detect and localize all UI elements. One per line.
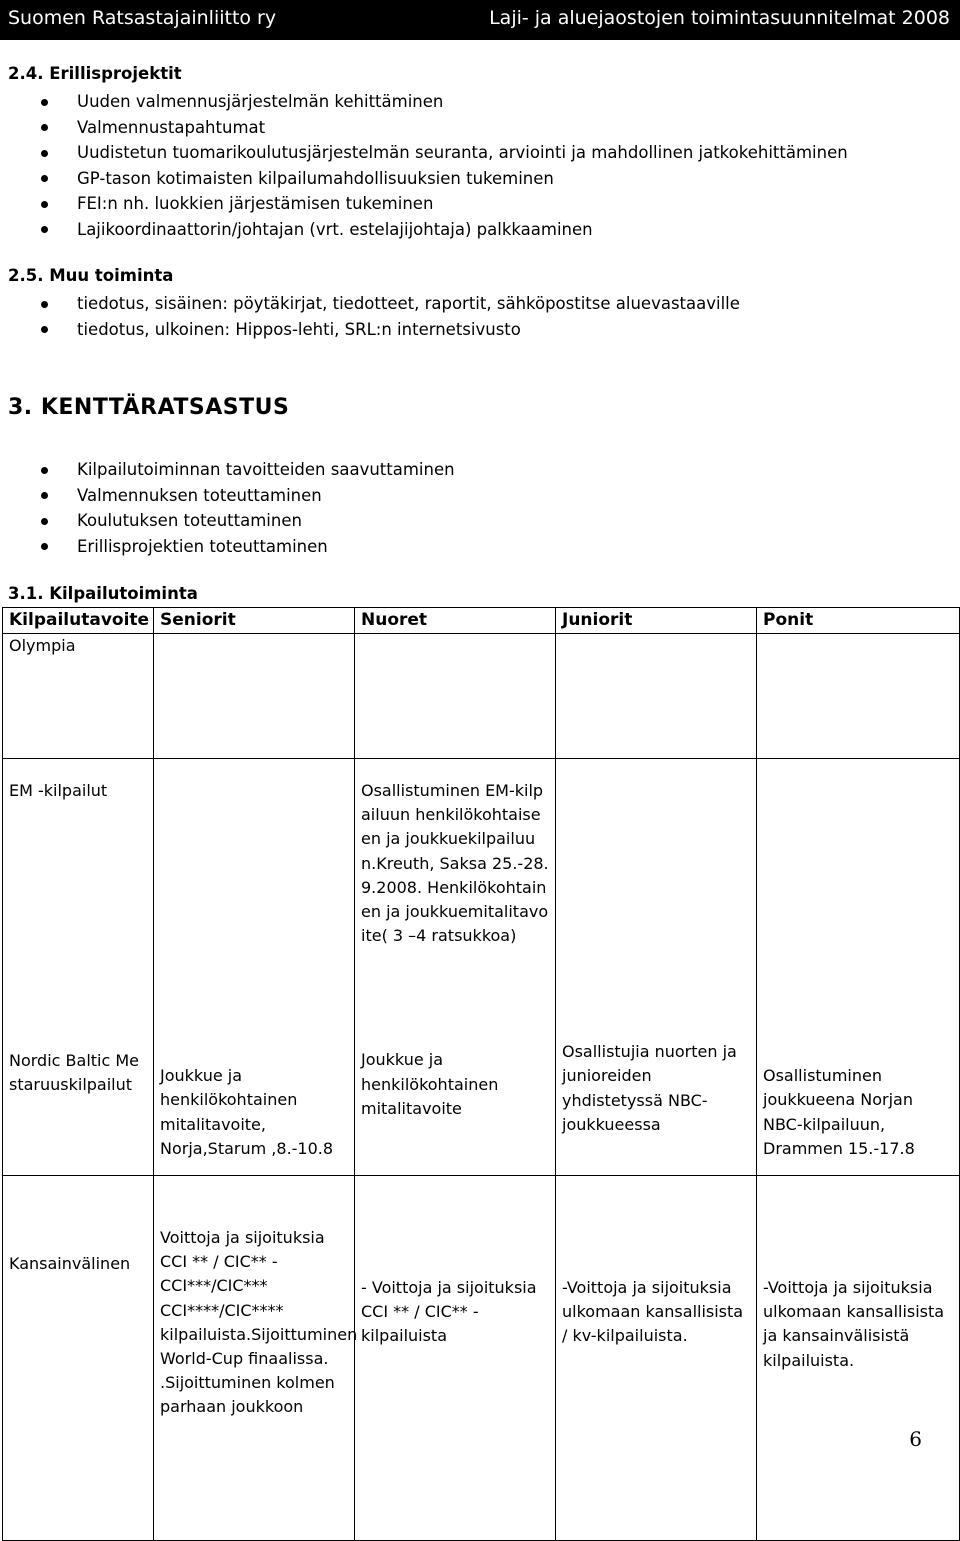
page-number: 6 [909, 1427, 922, 1451]
bullet-icon [41, 175, 48, 182]
bullet-icon [41, 226, 48, 233]
bullet-icon [41, 301, 48, 308]
table-cell [154, 634, 355, 759]
table-cell [757, 634, 960, 759]
header-doc-title: Laji- ja aluejaostojen toimintasuunnitelmat 2008 [489, 7, 950, 29]
bullet-icon [41, 518, 48, 525]
table-cell: Olympia [3, 634, 154, 759]
page-header [0, 0, 960, 40]
table-cell: Osallistujia nuorten ja junioreiden yhdistetyssä NBC-joukkueessa [556, 759, 757, 1176]
column-header: Ponit [757, 608, 960, 634]
column-header: Juniorit [556, 608, 757, 634]
section-2-5-list [0, 291, 950, 342]
list-item: FEI:n nh. luokkien järjestämisen tukeminen [0, 191, 950, 217]
cell-text: EM -kilpailut [9, 781, 108, 800]
list-item: Lajikoordinaattorin/johtajan (vrt. estelajijohtaja) palkkaaminen [0, 217, 950, 243]
table-cell: Osallistuminen joukkueena Norjan NBC-kilpailuun, Drammen 15.-17.8 [757, 759, 960, 1176]
bullet-icon [41, 543, 48, 550]
table-cell: Kansainvälinen [3, 1176, 154, 1541]
list-item: Koulutuksen toteuttaminen [0, 508, 950, 534]
list-item: GP-tason kotimaisten kilpailumahdollisuuksien tukeminen [0, 166, 950, 192]
table-cell: -Voittoja ja sijoituksia ulkomaan kansallisista / kv-kilpailuista. [556, 1176, 757, 1541]
bullet-icon [41, 201, 48, 208]
column-header: Seniorit [154, 608, 355, 634]
table-row [3, 634, 960, 759]
bullet-icon [41, 492, 48, 499]
table-header-row [3, 608, 960, 634]
list-item: Uudistetun tuomarikoulutusjärjestelmän seuranta, arviointi ja mahdollinen jatkokehittäminen [0, 140, 950, 166]
table-cell [355, 759, 556, 1176]
bullet-icon [41, 150, 48, 157]
section-2-4-title: 2.4. Erillisprojektit [8, 64, 182, 83]
section-2-4-list [0, 89, 950, 243]
list-item: Uuden valmennusjärjestelmän kehittäminen [0, 89, 950, 115]
table-row [3, 759, 960, 1176]
column-header: Nuoret [355, 608, 556, 634]
section-2-5-title: 2.5. Muu toiminta [8, 266, 174, 285]
list-item: tiedotus, ulkoinen: Hippos-lehti, SRL:n internetsivusto [0, 317, 950, 343]
list-item: Kilpailutoiminnan tavoitteiden saavuttaminen [0, 457, 950, 483]
bullet-icon [41, 326, 48, 333]
section-3-1-title: 3.1. Kilpailutoiminta [8, 584, 198, 603]
cell-text: Nordic Baltic Mestaruuskilpailut [9, 1050, 140, 1094]
table-cell: Joukkue ja henkilökohtainen mitalitavoite, Norja,Starum ,8.-10.8 [154, 759, 355, 1176]
table-cell [355, 634, 556, 759]
section-3-list [0, 457, 950, 559]
cell-text: Osallistuminen EM-kilpailuun henkilökohtaiseen ja joukkuekilpailuun.Kreuth, Saksa 25.-28.9.2008. Henkilökohtainen ja joukkuemitalitavoite( 3 –4 ratsukkoa) [361, 781, 549, 946]
bullet-icon [41, 124, 48, 131]
table-cell: - Voittoja ja sijoituksia CCI ** / CIC** - kilpailuista [355, 1176, 556, 1541]
table-row [3, 1176, 960, 1541]
header-org: Suomen Ratsastajainliitto ry [8, 7, 277, 29]
table-cell: -Voittoja ja sijoituksia ulkomaan kansallisista ja kansainvälisistä kilpailuista. [757, 1176, 960, 1541]
table-cell [3, 759, 154, 1176]
cell-text: Joukkue ja henkilökohtainen mitalitavoite [361, 1050, 499, 1118]
section-3-title: 3. KENTTÄRATSASTUS [8, 395, 290, 420]
list-item: Valmennustapahtumat [0, 115, 950, 141]
column-header: Kilpailutavoite [3, 608, 154, 634]
bullet-icon [41, 99, 48, 106]
bullet-icon [41, 467, 48, 474]
table-cell: Voittoja ja sijoituksia CCI ** / CIC** - CCI***/CIC*** CCI****/CIC**** kilpailuista.Sijoittuminen World-Cup finaalissa. .Sijoittuminen kolmen parhaan joukkoon [154, 1176, 355, 1541]
list-item: tiedotus, sisäinen: pöytäkirjat, tiedotteet, raportit, sähköpostitse aluevastaaville [0, 291, 950, 317]
table-cell [556, 634, 757, 759]
goals-table [2, 607, 960, 1541]
list-item: Valmennuksen toteuttaminen [0, 483, 950, 509]
list-item: Erillisprojektien toteuttaminen [0, 534, 950, 560]
